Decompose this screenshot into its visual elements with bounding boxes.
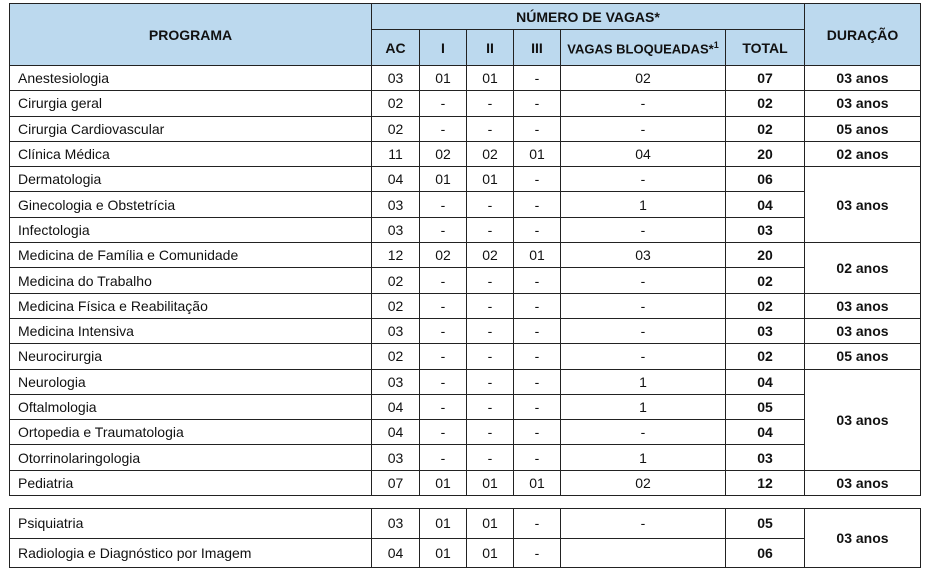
duracao-cell: 03 anos [805, 167, 921, 243]
vagas-bloqueadas-cell: - [561, 509, 726, 539]
duracao-cell: 02 anos [805, 243, 921, 294]
vagas-bloqueadas-cell: 02 [561, 66, 726, 91]
vagas-bloqueadas-label: VAGAS BLOQUEADAS* [567, 41, 714, 57]
i-cell: - [420, 318, 467, 343]
ac-cell: 03 [372, 318, 420, 343]
col-header-i: I [420, 30, 467, 66]
i-cell: 01 [420, 538, 467, 568]
duracao-cell: 03 anos [805, 509, 921, 568]
iii-cell: - [514, 167, 561, 192]
vagas-bloqueadas-cell: - [561, 344, 726, 369]
ac-cell: 11 [372, 141, 420, 166]
ii-cell: - [467, 318, 514, 343]
vagas-bloqueadas-cell: - [561, 167, 726, 192]
ac-cell: 02 [372, 344, 420, 369]
col-header-vagas-bloqueadas [561, 30, 726, 66]
vagas-bloqueadas-cell: 1 [561, 394, 726, 419]
i-cell: - [420, 192, 467, 217]
ac-cell: 02 [372, 116, 420, 141]
total-cell: 04 [726, 192, 805, 217]
total-cell: 05 [726, 394, 805, 419]
ac-cell: 04 [372, 420, 420, 445]
vagas-bloqueadas-cell: - [561, 420, 726, 445]
table-row [10, 91, 921, 116]
vagas-bloqueadas-cell: - [561, 116, 726, 141]
ii-cell: - [467, 116, 514, 141]
ii-cell: 02 [467, 141, 514, 166]
total-cell: 12 [726, 470, 805, 495]
ii-cell: 01 [467, 538, 514, 568]
total-cell: 07 [726, 66, 805, 91]
col-header-ii: II [467, 30, 514, 66]
programa-cell: Medicina de Família e Comunidade [10, 243, 372, 268]
table-row [10, 509, 921, 539]
table-row [10, 243, 921, 268]
iii-cell: 01 [514, 243, 561, 268]
duracao-cell: 03 anos [805, 91, 921, 116]
ii-cell: - [467, 91, 514, 116]
ac-cell: 02 [372, 268, 420, 293]
ac-cell: 02 [372, 293, 420, 318]
table-row [10, 538, 921, 568]
i-cell: - [420, 420, 467, 445]
table-row [10, 192, 921, 217]
programa-cell: Cirurgia Cardiovascular [10, 116, 372, 141]
duracao-cell: 02 anos [805, 141, 921, 166]
vagas-bloqueadas-cell: - [561, 217, 726, 242]
duracao-cell: 03 anos [805, 369, 921, 470]
table-row [10, 268, 921, 293]
programa-cell: Cirurgia geral [10, 91, 372, 116]
total-cell: 02 [726, 344, 805, 369]
iii-cell: - [514, 116, 561, 141]
iii-cell: - [514, 344, 561, 369]
vagas-bloqueadas-cell: - [561, 318, 726, 343]
ii-cell: 01 [467, 509, 514, 539]
i-cell: 02 [420, 141, 467, 166]
programa-cell: Ortopedia e Traumatologia [10, 420, 372, 445]
iii-cell: - [514, 318, 561, 343]
ac-cell: 07 [372, 470, 420, 495]
ii-cell: - [467, 420, 514, 445]
vagas-bloqueadas-cell: - [561, 293, 726, 318]
duracao-cell: 03 anos [805, 318, 921, 343]
ac-cell: 03 [372, 66, 420, 91]
iii-cell: - [514, 217, 561, 242]
programa-cell: Psiquiatria [10, 509, 372, 539]
ii-cell: - [467, 344, 514, 369]
col-header-ac: AC [372, 30, 420, 66]
total-cell: 03 [726, 217, 805, 242]
programa-cell: Ginecologia e Obstetrícia [10, 192, 372, 217]
col-header-numero-vagas: NÚMERO DE VAGAS* [372, 4, 805, 30]
total-cell: 06 [726, 167, 805, 192]
ac-cell: 02 [372, 91, 420, 116]
i-cell: - [420, 394, 467, 419]
table-row [10, 217, 921, 242]
duracao-cell: 05 anos [805, 116, 921, 141]
ac-cell: 03 [372, 509, 420, 539]
iii-cell: - [514, 445, 561, 470]
i-cell: 02 [420, 243, 467, 268]
programa-cell: Anestesiologia [10, 66, 372, 91]
total-cell: 03 [726, 318, 805, 343]
ii-cell: 02 [467, 243, 514, 268]
ii-cell: - [467, 268, 514, 293]
duracao-cell: 03 anos [805, 66, 921, 91]
table-row [10, 66, 921, 91]
vacancies-table [9, 3, 921, 496]
ac-cell: 04 [372, 167, 420, 192]
duracao-cell: 03 anos [805, 470, 921, 495]
ii-cell: 01 [467, 167, 514, 192]
programa-cell: Neurocirurgia [10, 344, 372, 369]
iii-cell: - [514, 369, 561, 394]
i-cell: - [420, 268, 467, 293]
total-cell: 02 [726, 293, 805, 318]
i-cell: - [420, 91, 467, 116]
total-cell: 20 [726, 243, 805, 268]
table-row [10, 394, 921, 419]
total-cell: 04 [726, 369, 805, 394]
col-header-total: TOTAL [726, 30, 805, 66]
i-cell: 01 [420, 470, 467, 495]
i-cell: - [420, 293, 467, 318]
duracao-cell: 05 anos [805, 344, 921, 369]
ac-cell: 12 [372, 243, 420, 268]
total-cell: 02 [726, 116, 805, 141]
vagas-bloqueadas-cell [561, 538, 726, 568]
footnote-marker: 1 [713, 40, 719, 51]
ii-cell: - [467, 445, 514, 470]
ac-cell: 04 [372, 538, 420, 568]
vagas-bloqueadas-cell: 1 [561, 445, 726, 470]
programa-cell: Medicina Intensiva [10, 318, 372, 343]
ac-cell: 03 [372, 192, 420, 217]
table-row [10, 116, 921, 141]
iii-cell: - [514, 509, 561, 539]
table-row [10, 445, 921, 470]
iii-cell: - [514, 538, 561, 568]
iii-cell: - [514, 394, 561, 419]
total-cell: 03 [726, 445, 805, 470]
duracao-cell: 03 anos [805, 293, 921, 318]
total-cell: 02 [726, 91, 805, 116]
ii-cell: - [467, 394, 514, 419]
table-row [10, 470, 921, 495]
vagas-bloqueadas-cell: 03 [561, 243, 726, 268]
col-header-programa: PROGRAMA [10, 4, 372, 66]
ii-cell: 01 [467, 470, 514, 495]
col-header-iii: III [514, 30, 561, 66]
ac-cell: 03 [372, 369, 420, 394]
total-cell: 06 [726, 538, 805, 568]
iii-cell: - [514, 268, 561, 293]
iii-cell: - [514, 420, 561, 445]
iii-cell: - [514, 91, 561, 116]
programa-cell: Infectologia [10, 217, 372, 242]
vagas-bloqueadas-cell: 02 [561, 470, 726, 495]
table-row [10, 420, 921, 445]
vagas-bloqueadas-cell: 04 [561, 141, 726, 166]
iii-cell: - [514, 293, 561, 318]
vagas-bloqueadas-cell: - [561, 91, 726, 116]
table-row [10, 369, 921, 394]
table-row [10, 293, 921, 318]
programa-cell: Medicina do Trabalho [10, 268, 372, 293]
i-cell: - [420, 445, 467, 470]
programa-cell: Dermatologia [10, 167, 372, 192]
total-cell: 02 [726, 268, 805, 293]
ii-cell: - [467, 192, 514, 217]
programa-cell: Otorrinolaringologia [10, 445, 372, 470]
i-cell: 01 [420, 167, 467, 192]
programa-cell: Medicina Física e Reabilitação [10, 293, 372, 318]
programa-cell: Clínica Médica [10, 141, 372, 166]
programa-cell: Neurologia [10, 369, 372, 394]
ii-cell: - [467, 293, 514, 318]
ii-cell: - [467, 369, 514, 394]
total-cell: 05 [726, 509, 805, 539]
i-cell: - [420, 116, 467, 141]
programa-cell: Pediatria [10, 470, 372, 495]
table-row [10, 141, 921, 166]
programa-cell: Radiologia e Diagnóstico por Imagem [10, 538, 372, 568]
ac-cell: 03 [372, 445, 420, 470]
i-cell: 01 [420, 509, 467, 539]
iii-cell: - [514, 192, 561, 217]
vagas-bloqueadas-cell: - [561, 268, 726, 293]
programa-cell: Oftalmologia [10, 394, 372, 419]
i-cell: - [420, 217, 467, 242]
total-cell: 04 [726, 420, 805, 445]
iii-cell: 01 [514, 141, 561, 166]
i-cell: 01 [420, 66, 467, 91]
ac-cell: 04 [372, 394, 420, 419]
total-cell: 20 [726, 141, 805, 166]
vagas-bloqueadas-cell: 1 [561, 192, 726, 217]
table-row [10, 318, 921, 343]
i-cell: - [420, 344, 467, 369]
ac-cell: 03 [372, 217, 420, 242]
table-row [10, 344, 921, 369]
vacancies-table-continued [9, 508, 921, 568]
table-row [10, 167, 921, 192]
iii-cell: 01 [514, 470, 561, 495]
ii-cell: 01 [467, 66, 514, 91]
vagas-bloqueadas-cell: 1 [561, 369, 726, 394]
col-header-duracao: DURAÇÃO [805, 4, 921, 66]
iii-cell: - [514, 66, 561, 91]
ii-cell: - [467, 217, 514, 242]
i-cell: - [420, 369, 467, 394]
